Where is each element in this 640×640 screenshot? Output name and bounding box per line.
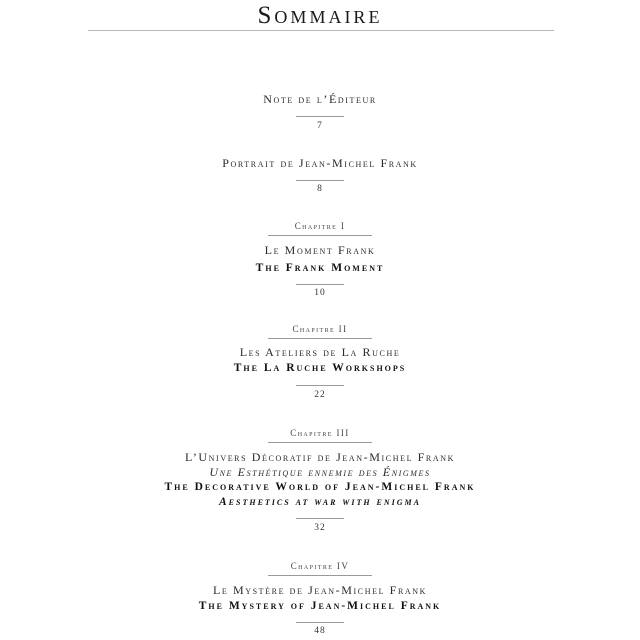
chapter-subtitle-en: Aesthetics at war with enigma bbox=[219, 496, 421, 508]
entry-divider bbox=[296, 116, 344, 117]
chapter-title-fr: L’Univers Décoratif de Jean-Michel Frank bbox=[184, 450, 455, 464]
chapter-label: Chapitre II bbox=[292, 324, 348, 334]
chapter-divider bbox=[268, 338, 372, 339]
entry-divider bbox=[296, 284, 344, 285]
chapter-label: Chapitre I bbox=[294, 221, 346, 231]
title-divider bbox=[88, 30, 554, 31]
chapter-page-number: 32 bbox=[314, 523, 326, 533]
chapter-title-en: The Decorative World of Jean-Michel Frank bbox=[164, 481, 476, 493]
chapter-subtitle-fr: Une Esthétique ennemie des Énigmes bbox=[209, 465, 431, 479]
chapter-title-fr: Le Mystère de Jean-Michel Frank bbox=[212, 583, 428, 597]
chapter-label: Chapitre III bbox=[290, 428, 350, 438]
entry-page-number: 7 bbox=[317, 121, 323, 131]
entry-title-portrait: Portrait de Jean-Michel Frank bbox=[222, 156, 418, 170]
chapter-divider bbox=[268, 235, 372, 236]
chapter-divider bbox=[268, 575, 372, 576]
entry-divider bbox=[296, 622, 344, 623]
chapter-title-fr: Le Moment Frank bbox=[264, 243, 376, 257]
chapter-label: Chapitre IV bbox=[290, 561, 350, 571]
entry-divider bbox=[296, 518, 344, 519]
chapter-page-number: 22 bbox=[314, 390, 326, 400]
chapter-title-en: The La Ruche Workshops bbox=[233, 362, 407, 374]
entry-page-number: 8 bbox=[317, 184, 323, 194]
chapter-divider bbox=[268, 442, 372, 443]
chapter-title-en: The Frank Moment bbox=[255, 262, 385, 274]
chapter-title-fr: Les Ateliers de La Ruche bbox=[239, 345, 401, 359]
chapter-title-en: The Mystery of Jean-Michel Frank bbox=[198, 600, 442, 612]
chapter-page-number: 48 bbox=[314, 626, 326, 636]
chapter-page-number: 10 bbox=[314, 288, 326, 298]
page-title: Sommaire bbox=[257, 2, 383, 29]
entry-title-editor-note: Note de l’Éditeur bbox=[263, 92, 377, 106]
entry-divider bbox=[296, 385, 344, 386]
entry-divider bbox=[296, 180, 344, 181]
